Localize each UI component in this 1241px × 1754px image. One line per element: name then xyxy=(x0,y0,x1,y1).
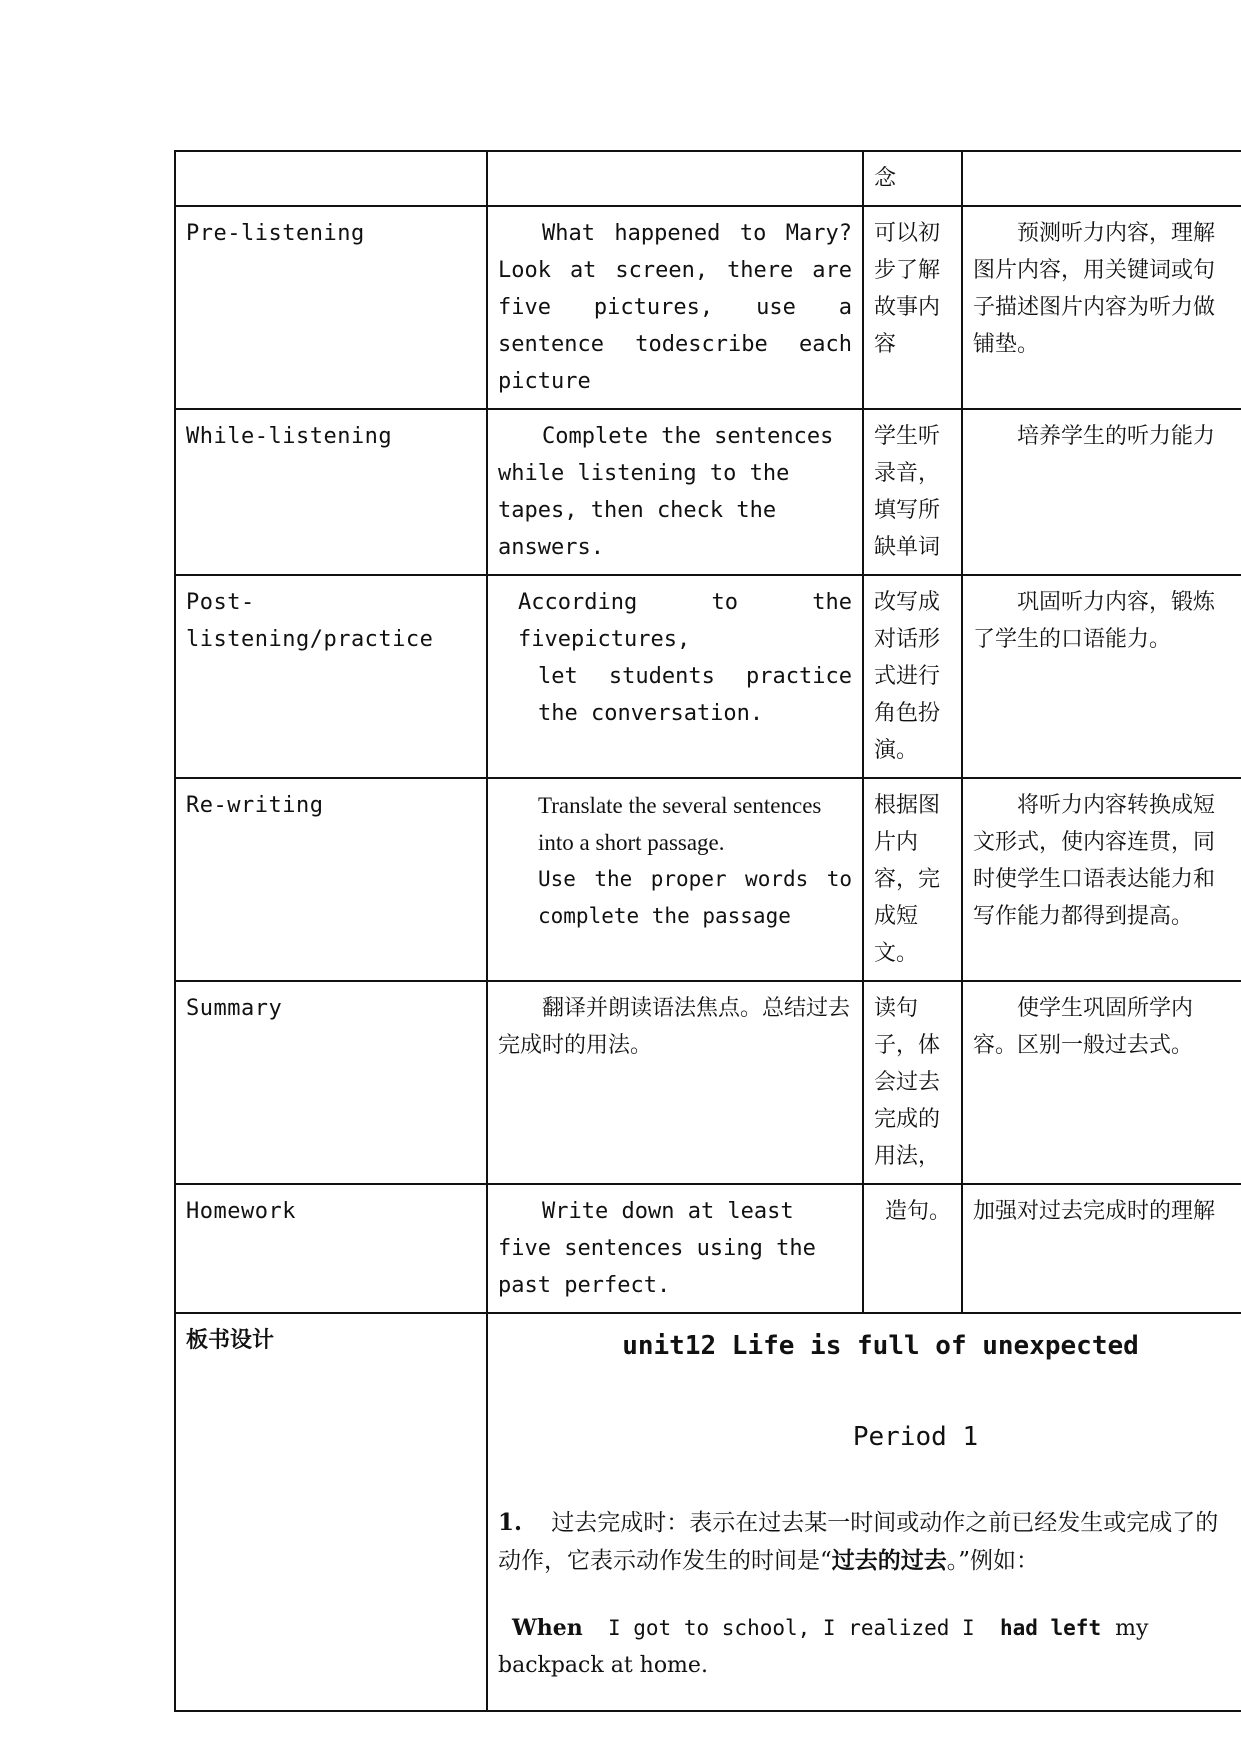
stage-cell: Pre-listening xyxy=(175,206,487,409)
stage-cell xyxy=(175,151,487,206)
activity-cell: Complete the sentences while listening to the tapes, then check the answers. xyxy=(487,409,863,575)
table-row-header-fragment xyxy=(175,151,1241,206)
board-label-cell: 板书设计 xyxy=(175,1313,487,1711)
student-cell: 造句。 xyxy=(863,1184,962,1313)
board-title: unit12 Life is full of unexpected xyxy=(622,1331,1139,1361)
board-design-cell xyxy=(487,1313,1241,1711)
stage-cell: Post-listening/practice xyxy=(175,575,487,778)
example-end: my backpack at home. xyxy=(498,1616,1156,1678)
activity-text-a: According to the fivepictures, xyxy=(518,590,852,652)
example-sentence xyxy=(498,1610,1233,1684)
activity-cell xyxy=(487,151,863,206)
intent-cell: 将听力内容转换成短文形式，使内容连贯，同时使学生口语表达能力和写作能力都得到提高。 xyxy=(962,778,1241,981)
lesson-plan-table xyxy=(174,150,1241,1712)
stage-cell: Homework xyxy=(175,1184,487,1313)
student-cell: 可以初步了解故事内容 xyxy=(863,206,962,409)
intent-cell: 培养学生的听力能力 xyxy=(962,409,1241,575)
grammar-point xyxy=(498,1504,1233,1580)
stage-cell: Re-writing xyxy=(175,778,487,981)
point-number: 1. xyxy=(498,1509,523,1536)
table-row-summary xyxy=(175,981,1241,1184)
table-row-while-listening xyxy=(175,409,1241,575)
table-row-post-listening xyxy=(175,575,1241,778)
intent-cell: 加强对过去完成时的理解 xyxy=(962,1184,1241,1313)
example-had-left: had left xyxy=(999,1616,1102,1640)
student-cell: 根据图片内容，完成短文。 xyxy=(863,778,962,981)
table-row-board-design xyxy=(175,1313,1241,1711)
student-cell: 学生听录音，填写所缺单词 xyxy=(863,409,962,575)
activity-cell: 翻译并朗读语法焦点。总结过去完成时的用法。 xyxy=(487,981,863,1184)
intent-cell: 使学生巩固所学内容。区别一般过去式。 xyxy=(962,981,1241,1184)
table-row-homework xyxy=(175,1184,1241,1313)
activity-text-b: Use the proper words to complete the passage xyxy=(538,867,852,928)
activity-text-a: Translate the several sentences into a short passage. xyxy=(538,793,822,855)
intent-cell xyxy=(962,151,1241,206)
point-text-b: 。”例如： xyxy=(946,1548,1040,1574)
intent-cell: 预测听力内容，理解图片内容，用关键词或句子描述图片内容为听力做铺垫。 xyxy=(962,206,1241,409)
student-cell: 念 xyxy=(863,151,962,206)
activity-cell: Write down at least five sentences using the past perfect. xyxy=(487,1184,863,1313)
student-cell: 读句子，体会过去完成的用法， xyxy=(863,981,962,1184)
stage-cell: Summary xyxy=(175,981,487,1184)
table-row-pre-listening xyxy=(175,206,1241,409)
point-text-bold: 过去的过去 xyxy=(831,1547,947,1574)
table-row-re-writing xyxy=(175,778,1241,981)
activity-text-b: let students practice the conversation. xyxy=(538,664,852,726)
intent-cell: 巩固听力内容，锻炼了学生的口语能力。 xyxy=(962,575,1241,778)
activity-cell: What happened to Mary?Look at screen, there are five pictures, use a sentence todescribe each picture xyxy=(487,206,863,409)
stage-cell: While-listening xyxy=(175,409,487,575)
activity-cell xyxy=(487,575,863,778)
point-text-a: 过去完成时：表示在过去某一时间或动作之前已经发生或完成了的动作，它表示动作发生的时间是“ xyxy=(498,1510,1219,1574)
student-cell: 改写成对话形式进行角色扮演。 xyxy=(863,575,962,778)
board-period: Period 1 xyxy=(852,1422,979,1452)
activity-cell xyxy=(487,778,863,981)
example-when: When xyxy=(512,1615,583,1641)
example-mid: I got to school, I realized I xyxy=(582,1616,1000,1640)
